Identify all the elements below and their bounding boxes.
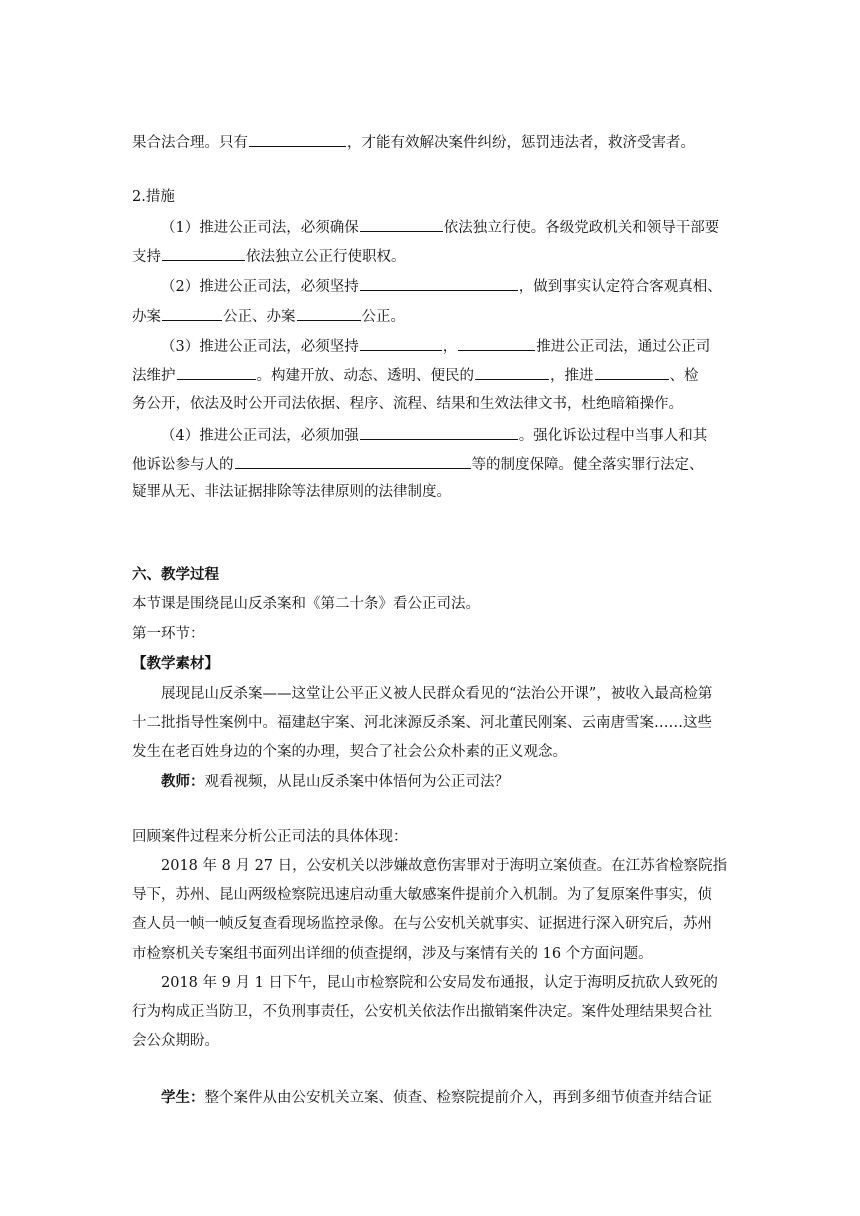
text-line: 法维护 。构建开放、动态、透明、便民的 ，推进 、检 [132, 364, 699, 386]
fill-blank [360, 335, 442, 351]
text-line: （3）推进公正司法，必须坚持 ， 推进公正司法，通过公正司 [161, 335, 710, 357]
fill-blank [475, 364, 549, 380]
text-line: 本节课是围绕昆山反杀案和《第二十条》看公正司法。 [132, 596, 480, 612]
section-heading: 六、教学过程 [132, 566, 219, 583]
text-line: 务公开，依法及时公开司法依据、程序、流程、结果和生效法律文书，杜绝暗箱操作。 [132, 396, 683, 412]
fill-blank [249, 131, 346, 147]
text-line: 他诉讼参与人的 等的制度保障。健全落实罪行法定、 [132, 453, 704, 475]
text-line: 市检察机关专案组书面列出详细的侦查提纲，涉及与案情有关的 16 个方面问题。 [132, 946, 653, 962]
student-line: 学生：整个案件从由公安机关立案、侦查、检察院提前介入，再到多细节侦查并结合证 [161, 1089, 712, 1106]
text-line: 疑罪从无、非法证据排除等法律原则的法律制度。 [132, 484, 451, 500]
text-line: 2018 年 8 月 27 日，公安机关以涉嫌故意伤害罪对于海明立案侦查。在江苏省检察院指 [161, 858, 728, 874]
text-line: 果合法合理。只有 ，才能有效解决案件纠纷，惩罚违法者，救济受害者。 [132, 131, 695, 153]
text-line: 支持 依法独立公正行使职权。 [132, 245, 406, 267]
text-line: 2018 年 9 月 1 日下午，昆山市检察院和公安局发布通报，认定于海明反抗砍人致死的 [161, 975, 718, 991]
text-line: 回顾案件过程来分析公正司法的具体体现： [132, 829, 408, 845]
text-line: （4）推进公正司法，必须加强 。强化诉讼过程中当事人和其 [161, 424, 707, 446]
section-heading: 2.措施 [132, 189, 175, 205]
fill-blank [360, 424, 518, 440]
text-line: （2）推进公正司法，必须坚持 ，做到事实认定符合客观真相、 [161, 275, 722, 297]
material-heading: 【教学素材】 [132, 655, 219, 672]
text-line: 会公众期盼。 [132, 1033, 219, 1049]
fill-blank [162, 245, 245, 261]
text-line: 第一环节： [132, 626, 205, 642]
text-line: （1）推进公正司法，必须确保 依法独立行使。各级党政机关和领导干部要 [161, 216, 719, 238]
text-line: 十二批指导性案例中。福建赵宇案、河北涞源反杀案、河北董民刚案、云南唐雪案……这些 [132, 715, 712, 731]
fill-blank [458, 335, 535, 351]
fill-blank [162, 305, 222, 321]
fill-blank [235, 453, 471, 469]
text-line: 行为构成正当防卫，不负刑事责任，公安机关依法作出撤销案件决定。案件处理结果契合社 [132, 1004, 712, 1020]
text-line: 办案 公正、办案 公正。 [132, 305, 405, 327]
text-line: 查人员一帧一帧反复查看现场监控录像。在与公安机关就事实、证据进行深入研究后，苏州 [132, 916, 712, 932]
text-line: 展现昆山反杀案——这堂让公平正义被人民群众看见的“法治公开课”，被收入最高检第 [161, 686, 713, 702]
fill-blank [595, 364, 669, 380]
text-line: 导下，苏州、昆山两级检察院迅速启动重大敏感案件提前介入机制。为了复原案件事实，侦 [132, 887, 712, 903]
fill-blank [177, 364, 256, 380]
fill-blank [360, 275, 518, 291]
text-line: 发生在老百姓身边的个案的办理，契合了社会公众朴素的正义观念。 [132, 744, 567, 760]
fill-blank [360, 216, 443, 232]
teacher-line: 教师：观看视频，从昆山反杀案中体悟何为公正司法？ [161, 773, 509, 790]
fill-blank [297, 305, 361, 321]
